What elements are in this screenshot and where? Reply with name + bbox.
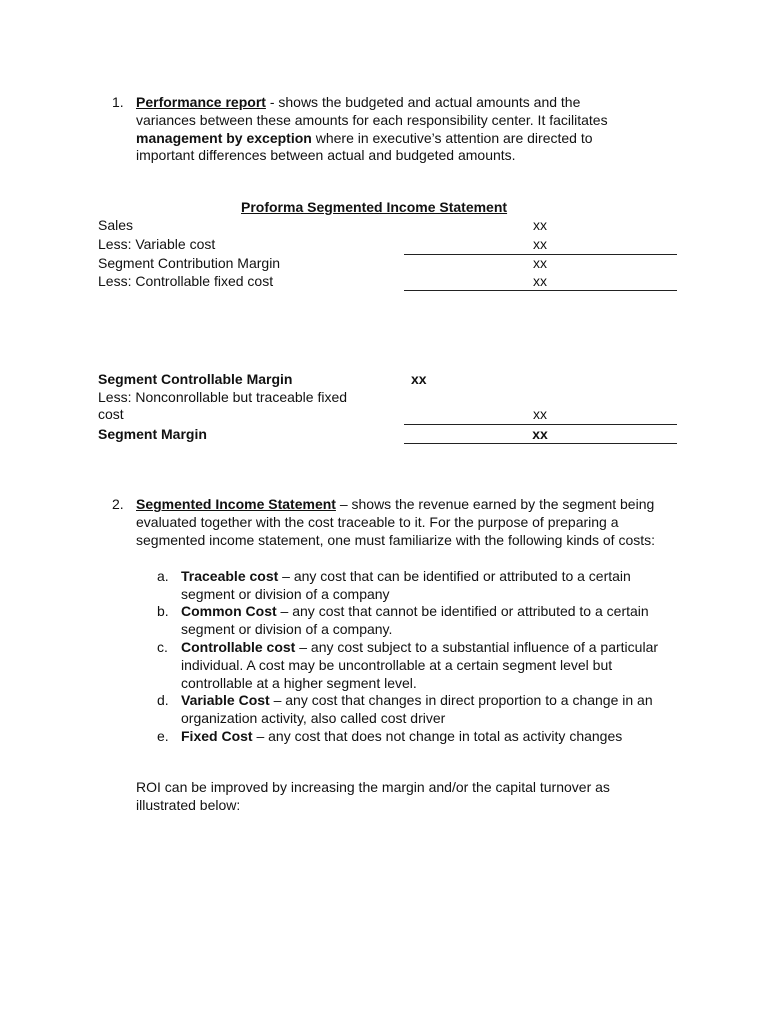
segment-margin-value: xx: [532, 426, 548, 442]
cost-item-e-letter: e.: [157, 728, 169, 744]
underline-controllable-fixed-cost: [404, 290, 677, 291]
cost-item-c-letter: c.: [157, 639, 168, 655]
row-contribution-margin-label: Segment Contribution Margin: [98, 255, 281, 271]
cost-item-b-letter: b.: [157, 603, 169, 619]
item-1-number: 1.: [112, 94, 124, 110]
cost-item-e-term: Fixed Cost: [181, 728, 253, 744]
row-sales-value: xx: [533, 217, 547, 233]
roi-note: ROI can be improved by increasing the margin and/or the capital turnover as illustrated below:: [136, 779, 610, 813]
row-contribution-margin-value: xx: [533, 255, 547, 271]
cost-item-c-term: Controllable cost: [181, 639, 296, 655]
underline-segment-margin: [404, 443, 677, 444]
cost-item-e: [157, 728, 677, 746]
controllable-margin-value: xx: [411, 371, 427, 387]
statement-title: Proforma Segmented Income Statement: [241, 199, 508, 215]
nonctrl-value: xx: [533, 406, 547, 422]
cost-item-e-text: – any cost that does not change in total as activity changes: [252, 728, 623, 744]
cost-item-b-term: Common Cost: [181, 603, 277, 619]
segment-margin-label: Segment Margin: [98, 426, 207, 442]
item-2-number: 2.: [112, 496, 124, 512]
row-controllable-fixed-cost-value: xx: [533, 273, 547, 289]
item-2-paragraph: [136, 496, 681, 549]
cost-item-c: [157, 639, 677, 692]
cost-item-d-text: – any cost that changes in direct proportion to a change in an organization activity, also called cost driver: [181, 692, 653, 726]
row-controllable-fixed-cost-label: Less: Controllable fixed cost: [98, 273, 274, 289]
cost-item-b: [157, 603, 677, 639]
nonctrl-label-line2: cost: [98, 406, 124, 422]
row-sales-label: Sales: [98, 217, 134, 233]
cost-item-c-text: – any cost subject to a substantial influence of a particular individual. A cost may be uncontrollable at a certain segment level but controllable at a higher segment level.: [181, 639, 659, 691]
cost-item-d: [157, 692, 677, 728]
cost-item-b-text: – any cost that cannot be identified or attributed to a certain segment or division of a company.: [181, 603, 649, 637]
cost-item-a-letter: a.: [157, 568, 169, 584]
item-2-text: – shows the revenue earned by the segment being evaluated together with the cost traceable to it. For the purpose of preparing a segmented income statement, one must familiarize with the following kinds of costs:: [136, 496, 656, 548]
term-performance-report: Performance report: [136, 94, 266, 110]
cost-item-a-term: Traceable cost: [181, 568, 279, 584]
controllable-margin-label: Segment Controllable Margin: [98, 371, 293, 387]
term-segmented-income-statement: Segmented Income Statement: [136, 496, 336, 512]
nonctrl-label-line1: Less: Nonconrollable but traceable fixed: [98, 389, 348, 405]
term-management-by-exception: management by exception: [136, 129, 312, 146]
cost-item-d-letter: d.: [157, 692, 169, 708]
cost-item-d-term: Variable Cost: [181, 692, 270, 708]
row-variable-cost-label: Less: Variable cost: [98, 236, 216, 252]
item-1-text-a: - shows the budgeted and actual amounts and the variances between these amounts for each responsibility center. It facilitates: [136, 94, 608, 128]
underline-nonctrl: [404, 424, 677, 425]
cost-item-a-text: – any cost that can be identified or attributed to a certain segment or division of a company: [181, 568, 631, 602]
item-1-text-b: where in executive’s attention are directed to important differences between actual and budgeted amounts.: [136, 129, 593, 164]
item-1-paragraph: [136, 94, 636, 165]
cost-item-a: [157, 568, 677, 604]
row-variable-cost-value: xx: [533, 236, 547, 252]
